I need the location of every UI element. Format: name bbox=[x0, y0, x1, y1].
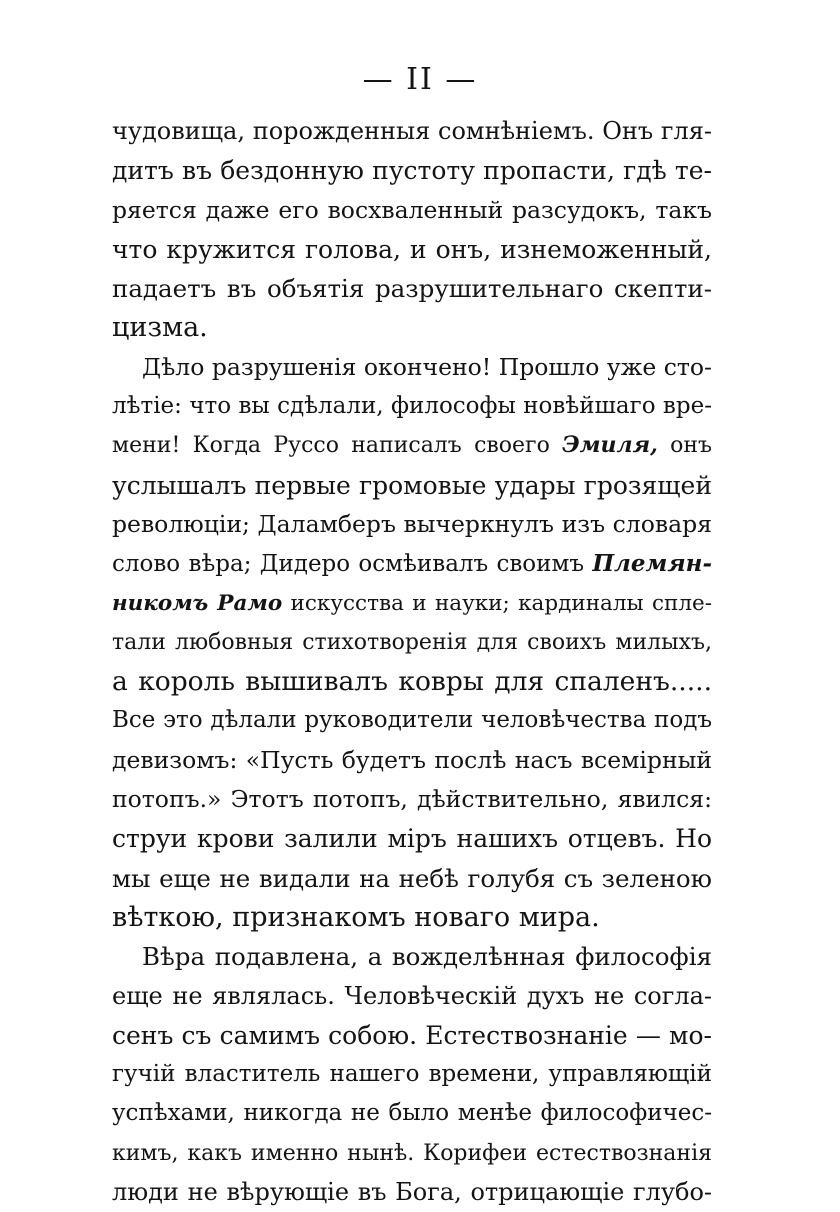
text-line: кимъ, какъ именно нынѣ. Корифеи естествознанія bbox=[112, 1140, 712, 1166]
text-line-nephew bbox=[112, 544, 712, 583]
italic-title-nephew-part1: Племян- bbox=[592, 550, 712, 578]
text-line: а король вышивалъ ковры для спаленъ..... bbox=[112, 666, 712, 698]
text-line: Вѣра подавлена, а вожделѣнная философія bbox=[142, 942, 712, 972]
text-line: революціи; Даламберъ вычеркнулъ изъ словаря bbox=[112, 509, 712, 538]
text-fragment: онъ bbox=[670, 433, 712, 459]
text-line: сенъ съ самимъ собою. Естествознаніе — мо- bbox=[112, 1020, 712, 1050]
text-line: еще не являлась. Человѣческій духъ не согла- bbox=[112, 981, 712, 1010]
text-line: падаетъ въ объятія разрушительнаго скепти- bbox=[112, 274, 712, 304]
text-line: гучій властитель нашего времени, управляющій bbox=[112, 1061, 712, 1088]
text-line: ряется даже его восхваленный разсудокъ, такъ bbox=[112, 195, 712, 224]
text-line: чудовища, порожденныя сомнѣніемъ. Онъ гля- bbox=[112, 117, 712, 145]
text-line: люди не вѣрующіе въ Бога, отрицающіе глубо- bbox=[112, 1178, 712, 1207]
text-line-nephew-2 bbox=[112, 584, 712, 623]
italic-title-emile: Эмиля, bbox=[562, 432, 658, 459]
page-number: — II — bbox=[362, 62, 478, 97]
text-line: девизомъ: «Пусть будетъ послѣ насъ всемірный bbox=[112, 745, 712, 774]
text-fragment: искусства и науки; кардиналы спле- bbox=[290, 590, 712, 616]
text-line: что кружится голова, и онъ, изнеможенный, bbox=[112, 234, 712, 264]
text-line: мы еще не видали на небѣ голубя съ зеленою bbox=[112, 863, 712, 893]
italic-title-nephew-part2: никомъ Рамо bbox=[112, 590, 283, 616]
text-line: успѣхами, никогда не было менѣе философичес- bbox=[112, 1100, 712, 1127]
text-line: струи крови залили міръ нашихъ отцевъ. Но bbox=[112, 824, 712, 854]
text-line: цизма. bbox=[112, 312, 208, 344]
text-line: дитъ въ бездонную пустоту пропасти, гдѣ те- bbox=[112, 156, 712, 186]
body-text bbox=[112, 112, 712, 1212]
text-line: Дѣло разрушенія окончено! Прошло уже сто- bbox=[142, 352, 712, 381]
text-line: вѣткою, признакомъ новаго мира. bbox=[112, 901, 600, 933]
text-line-emile bbox=[112, 426, 712, 465]
text-line: потопъ.» Этотъ потопъ, дѣйствительно, явился: bbox=[112, 785, 712, 814]
text-line: услышалъ первые громовые удары грозящей bbox=[112, 470, 712, 500]
text-line: тали любовныя стихотворенія для своихъ милыхъ, bbox=[112, 629, 712, 655]
text-fragment: мени! Когда Руссо написалъ своего bbox=[112, 433, 550, 459]
text-line: лѣтіе: что вы сдѣлали, философы новѣйшаго вре- bbox=[112, 393, 712, 420]
text-line: Все это дѣлали руководители человѣчества подъ bbox=[112, 707, 712, 734]
text-fragment: слово вѣра; Дидеро осмѣивалъ своимъ bbox=[112, 551, 584, 578]
